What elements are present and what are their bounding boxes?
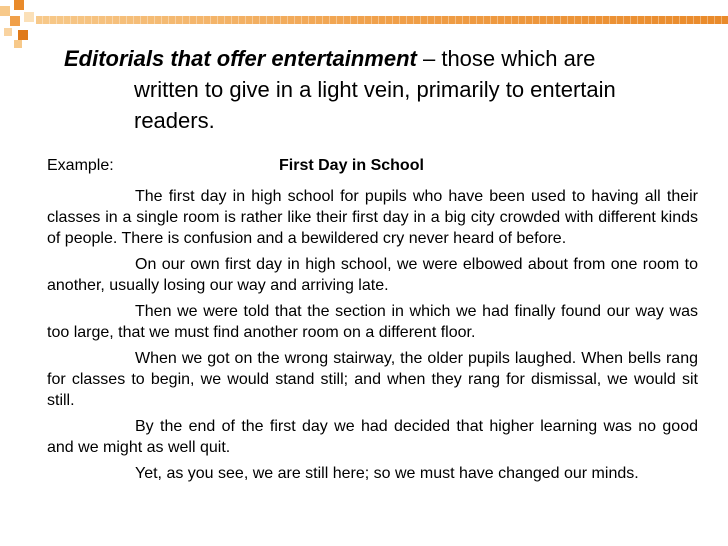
story-paragraph: Then we were told that the section in which we had finally found our way was too large, that we must find another room on a different floor. <box>47 303 698 341</box>
story-paragraph: The first day in high school for pupils who have been used to having all their classes in a single room is rather like their first day in a big city crowded with different kinds of people. There is confusion and a bewildered cry never heard of before. <box>47 188 698 247</box>
corner-decoration <box>0 0 60 50</box>
story-paragraph: On our own first day in high school, we were elbowed about from one room to another, usually losing our way and arriving late. <box>47 256 698 294</box>
heading-definition-line3: readers. <box>134 108 215 133</box>
example-label: Example: <box>47 157 114 174</box>
example-row <box>47 155 697 177</box>
story-paragraph: When we got on the wrong stairway, the older pupils laughed. When bells rang for classes to begin, we would stand still; and when they rang for dismissal, we would sit still. <box>47 350 698 409</box>
header-accent-bar <box>36 16 728 24</box>
heading-definition-line2: written to give in a light vein, primarily to entertain <box>134 77 616 102</box>
slide-heading <box>64 43 704 136</box>
heading-term: Editorials that offer entertainment <box>64 46 417 71</box>
story-body <box>47 186 698 489</box>
story-title: First Day in School <box>279 157 424 174</box>
story-paragraph: By the end of the first day we had decided that higher learning was no good and we might as well quit. <box>47 418 698 456</box>
story-paragraph: Yet, as you see, we are still here; so we must have changed our minds. <box>135 465 639 482</box>
heading-definition-start: – those which are <box>416 46 596 71</box>
